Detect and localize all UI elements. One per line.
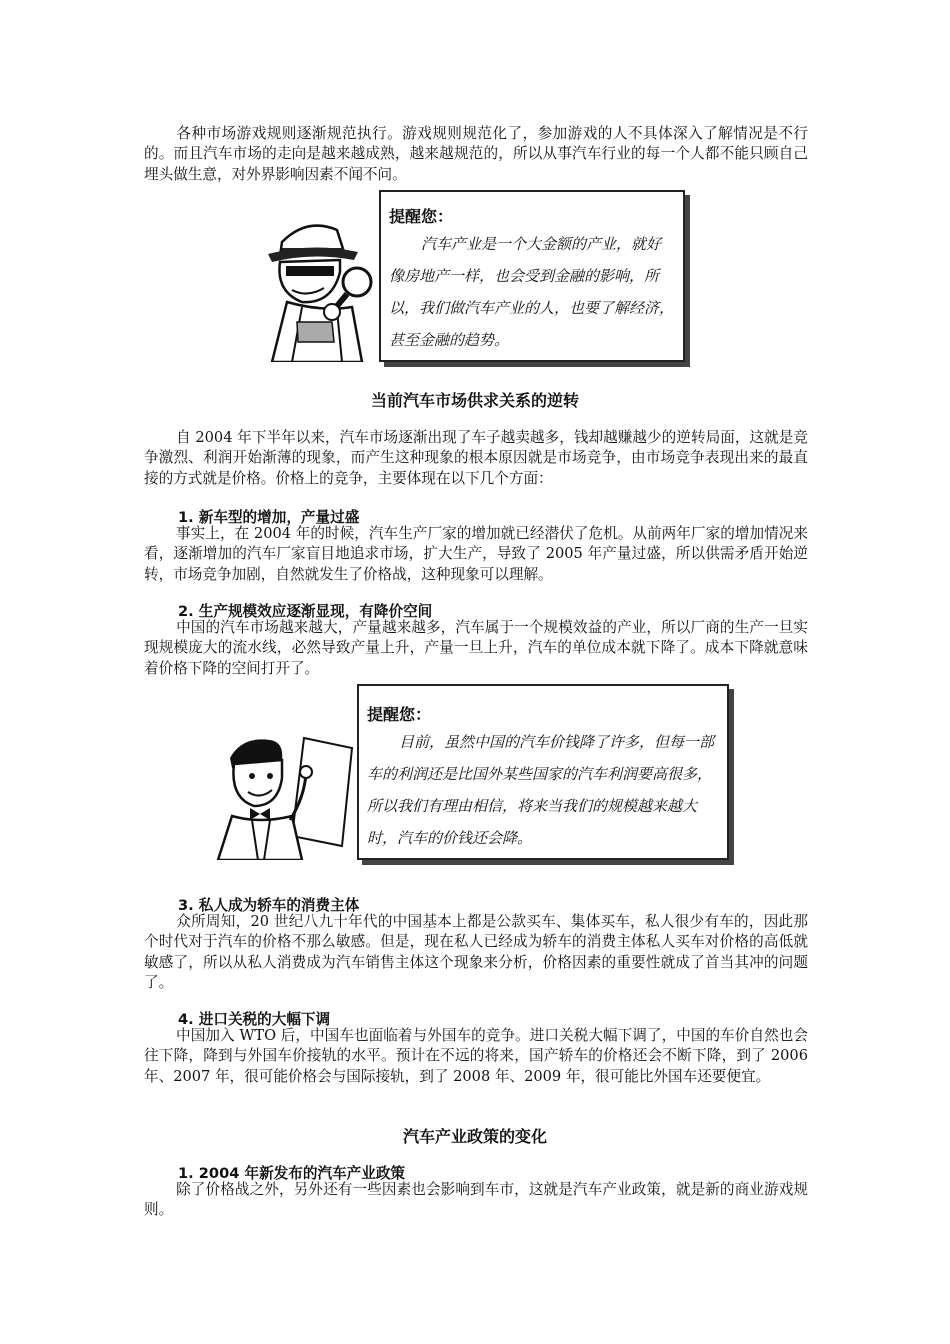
tip-text: 汽车产业是一个大金额的产业，就好像房地产一样，也会受到金融的影响，所以，我们做汽车产业的人，也要了解经济，甚至金融的趋势。 <box>389 235 675 349</box>
subheading-item5: 1. 2004 年新发布的汽车产业政策 <box>178 1165 406 1182</box>
item2-paragraph: 中国的汽车市场越来越大，产量越来越多，汽车属于一个规模效益的产业，所以厂商的生产一旦实现规模庞大的流水线，必然导致产量上升，产量一旦上升，汽车的单位成本就下降了。成本下降就意味着价格下降的空间打开了。 <box>144 619 808 677</box>
section1-paragraph: 自 2004 年下半年以来，汽车市场逐渐出现了车子越卖越多，钱却越赚越少的逆转局面，这就是竞争激烈、利润开始渐薄的现象，而产生这种现象的根本原因就是市场竞争，由市场竞争表现出来的最直接的方式就是价格。价格上的竞争，主要体现在以下几个方面： <box>144 429 808 487</box>
subheading-item2: 2. 生产规模效应逐渐显现，有降价空间 <box>178 603 433 620</box>
tip-box-2 <box>357 684 729 860</box>
intro-paragraph: 各种市场游戏规则逐渐规范执行。游戏规则规范化了，参加游戏的人不具体深入了解情况是不行的。而且汽车市场的走向是越来越成熟，越来越规范的，所以从事汽车行业的每一个人都不能只顾自己埋头做生意，对外界影响因素不闻不问。 <box>144 125 808 183</box>
section-heading-supply-demand: 当前汽车市场供求关系的逆转 <box>370 391 579 410</box>
item3-paragraph: 众所周知，20 世纪八九十年代的中国基本上都是公款买车、集体买车，私人很少有车的，因此那个时代对于汽车的价格不那么敏感。但是，现在私人已经成为轿车的消费主体私人买车对价格的高低就敏感了，所以从私人消费成为汽车销售主体这个现象来分析，价格因素的重要性就成了首当其冲的问题了。 <box>144 913 808 992</box>
item1-paragraph: 事实上，在 2004 年的时候，汽车生产厂家的增加就已经潜伏了危机。从前两年厂家的增加情况来看，逐渐增加的汽车厂家盲目地追求市场，扩大生产，导致了 2005 年产量过盛，所以供需矛盾开始逆转，市场竞争加剧，自然就发生了价格战，这种现象可以理解。 <box>144 525 808 583</box>
item4-paragraph: 中国加入 WTO 后，中国车也面临着与外国车的竞争。进口关税大幅下调了，中国的车价自然也会往下降，降到与外国车价接轨的水平。预计在不远的将来，国产轿车的价格还会不断下降，到了 2006 年、2007 年，很可能价格会与国际接轨，到了 2008 年、2009 年，很可能比外国车还要便宜。 <box>144 1027 808 1085</box>
detective-illustration <box>262 212 382 362</box>
subheading-item3: 3. 私人成为轿车的消费主体 <box>178 897 360 914</box>
item5-paragraph: 除了价格战之外，另外还有一些因素也会影响到车市，这就是汽车产业政策，就是新的商业游戏规则。 <box>144 1181 808 1219</box>
subheading-item4: 4. 进口关税的大幅下调 <box>178 1011 331 1028</box>
section-heading-industry-policy: 汽车产业政策的变化 <box>402 1127 547 1146</box>
tip-text: 目前，虽然中国的汽车价钱降了许多，但每一部车的利润还是比国外某些国家的汽车利润要高很多，所以我们有理由相信，将来当我们的规模越来越大时，汽车的价钱还会降。 <box>367 733 715 847</box>
subheading-item1: 1. 新车型的增加，产量过盛 <box>178 509 360 526</box>
tip-title: 提醒您： <box>367 705 432 724</box>
tip-title: 提醒您： <box>389 207 454 226</box>
tip-box-1 <box>379 190 685 362</box>
businessman-illustration <box>212 728 358 860</box>
